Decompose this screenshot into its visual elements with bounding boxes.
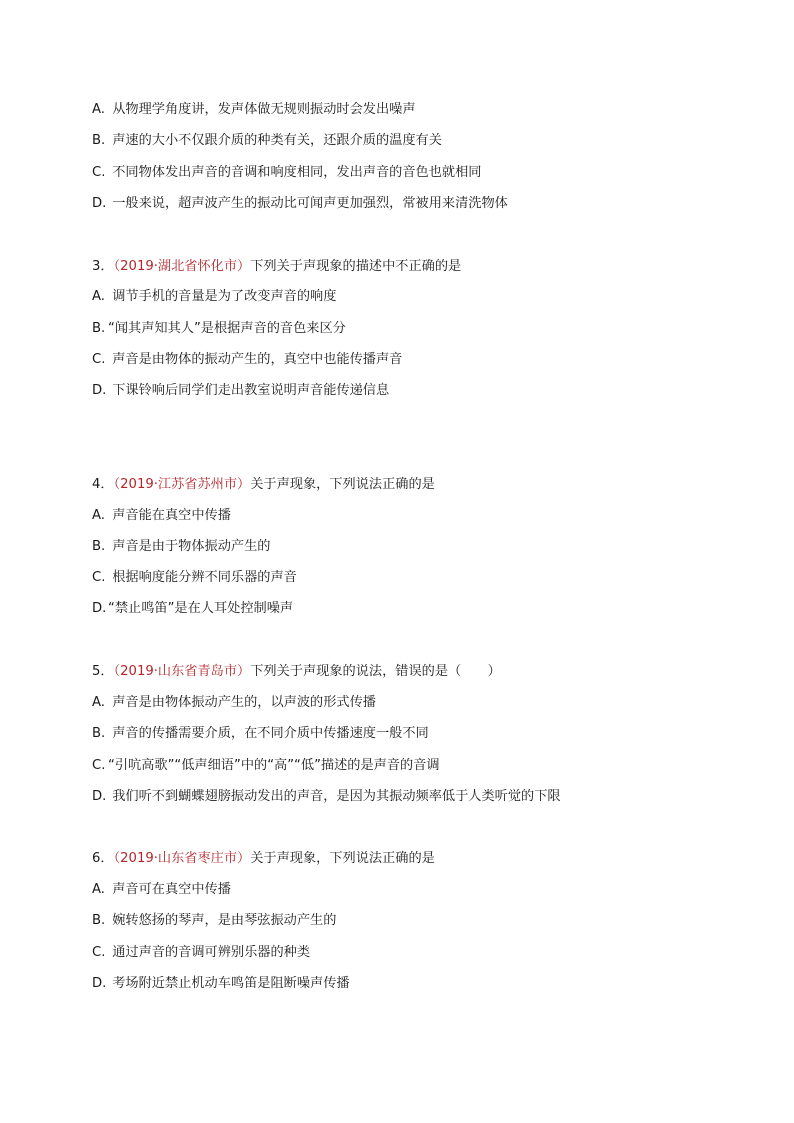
q4-option-a bbox=[92, 507, 231, 525]
q6-stem bbox=[92, 850, 435, 868]
option-letter: A. bbox=[92, 102, 105, 117]
question-stem: 关于声现象，下列说法正确的是 bbox=[250, 477, 435, 492]
q5-stem bbox=[92, 663, 501, 681]
option-letter: D. bbox=[92, 789, 107, 804]
question-source: （2019·江苏省苏州市） bbox=[113, 477, 251, 492]
option-text: 从物理学角度讲，发声体做无规则振动时会发出噪声 bbox=[112, 102, 416, 117]
question-source: （2019·山东省青岛市） bbox=[113, 664, 251, 679]
option-text: 婉转悠扬的琴声，是由琴弦振动产生的 bbox=[112, 913, 337, 928]
question-stem: 下列关于声现象的描述中不正确的是 bbox=[250, 259, 462, 274]
q6-option-d bbox=[92, 975, 350, 993]
q5-option-b bbox=[92, 725, 429, 743]
q4-option-d bbox=[92, 600, 293, 618]
q4-option-b bbox=[92, 538, 270, 556]
q6-option-c bbox=[92, 944, 310, 962]
q3-option-a bbox=[92, 288, 336, 306]
option-letter: D. bbox=[92, 383, 107, 398]
option-letter: A. bbox=[92, 882, 105, 897]
question-number: 3． bbox=[92, 259, 114, 274]
option-letter: B. bbox=[92, 913, 106, 928]
option-letter: C. bbox=[92, 165, 106, 180]
option-letter: C. bbox=[92, 945, 106, 960]
option-letter: B. bbox=[92, 726, 106, 741]
q6-option-a bbox=[92, 881, 231, 899]
option-text: 声音的传播需要介质，在不同介质中传播速度一般不同 bbox=[112, 726, 429, 741]
option-text: 考场附近禁止机动车鸣笛是阻断噪声传播 bbox=[112, 976, 350, 991]
question-stem: 关于声现象，下列说法正确的是 bbox=[250, 851, 435, 866]
question-source: （2019·山东省枣庄市） bbox=[113, 851, 251, 866]
option-letter: A. bbox=[92, 289, 105, 304]
question-source: （2019·湖北省怀化市） bbox=[113, 259, 251, 274]
option-letter: D. bbox=[92, 601, 107, 616]
q5-option-d bbox=[92, 788, 561, 806]
q3-stem bbox=[92, 258, 461, 276]
option-text: 声音可在真空中传播 bbox=[112, 882, 231, 897]
option-text: “闻其声知其人”是根据声音的音色来区分 bbox=[108, 321, 346, 336]
option-text: 不同物体发出声音的音调和响度相同，发出声音的音色也就相同 bbox=[112, 165, 482, 180]
q5-option-a bbox=[92, 694, 376, 712]
q3-option-c bbox=[92, 351, 402, 369]
option-text: “禁止鸣笛”是在人耳处控制噪声 bbox=[108, 601, 294, 616]
option-text: 声音是由物体振动产生的，以声波的形式传播 bbox=[112, 695, 376, 710]
q2-option-b bbox=[92, 132, 442, 150]
option-letter: A. bbox=[92, 695, 105, 710]
option-letter: B. bbox=[92, 321, 106, 336]
option-text: 声音是由于物体振动产生的 bbox=[112, 539, 271, 554]
question-stem: 下列关于声现象的说法，错误的是（ ） bbox=[250, 664, 501, 679]
option-letter: A. bbox=[92, 508, 105, 523]
option-letter: D. bbox=[92, 976, 107, 991]
q2-option-c bbox=[92, 164, 481, 182]
q2-option-d bbox=[92, 195, 508, 213]
option-letter: B. bbox=[92, 539, 106, 554]
option-text: 调节手机的音量是为了改变声音的响度 bbox=[112, 289, 337, 304]
option-text: 我们听不到蝴蝶翅膀振动发出的声音，是因为其振动频率低于人类听觉的下限 bbox=[112, 789, 561, 804]
option-text: 一般来说，超声波产生的振动比可闻声更加强烈，常被用来清洗物体 bbox=[112, 196, 508, 211]
option-letter: C. bbox=[92, 758, 106, 773]
option-text: 声音能在真空中传播 bbox=[112, 508, 231, 523]
q3-option-d bbox=[92, 382, 389, 400]
q2-option-a bbox=[92, 101, 416, 119]
option-text: 根据响度能分辨不同乐器的声音 bbox=[112, 570, 297, 585]
question-number: 6． bbox=[92, 851, 114, 866]
option-letter: C. bbox=[92, 352, 106, 367]
q4-option-c bbox=[92, 569, 297, 587]
question-number: 5． bbox=[92, 664, 114, 679]
option-letter: D. bbox=[92, 196, 107, 211]
q3-option-b bbox=[92, 320, 346, 338]
option-letter: C. bbox=[92, 570, 106, 585]
option-text: 声音是由物体的振动产生的，真空中也能传播声音 bbox=[112, 352, 403, 367]
q4-stem bbox=[92, 476, 435, 494]
option-text: 通过声音的音调可辨别乐器的种类 bbox=[112, 945, 311, 960]
q6-option-b bbox=[92, 912, 336, 930]
option-text: 下课铃响后同学们走出教室说明声音能传递信息 bbox=[112, 383, 390, 398]
q5-option-c bbox=[92, 757, 440, 775]
option-letter: B. bbox=[92, 133, 106, 148]
option-text: “引吭高歌”“低声细语”中的“高”“低”描述的是声音的音调 bbox=[108, 758, 440, 773]
question-number: 4． bbox=[92, 477, 114, 492]
option-text: 声速的大小不仅跟介质的种类有关，还跟介质的温度有关 bbox=[112, 133, 442, 148]
